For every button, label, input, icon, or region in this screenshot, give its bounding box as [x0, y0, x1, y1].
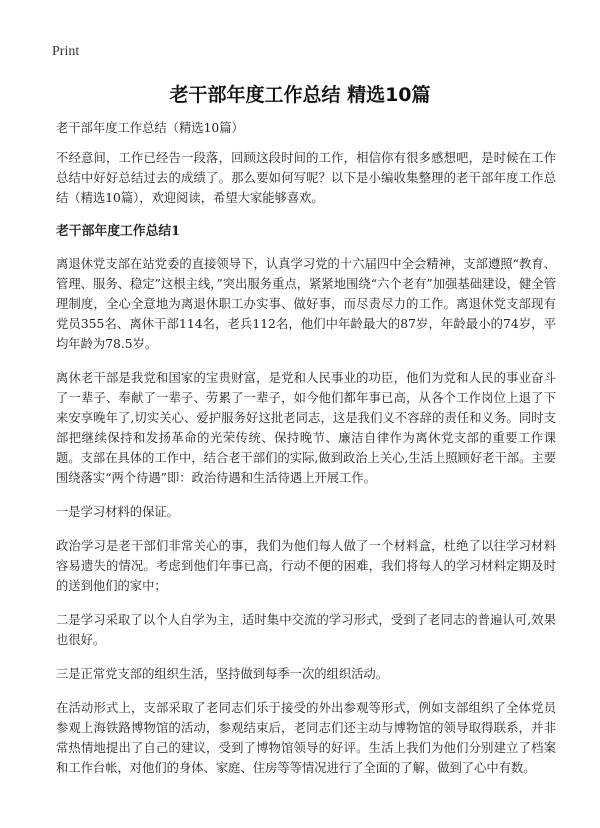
document-subtitle: 老干部年度工作总结（精选10篇） — [56, 121, 244, 135]
print-link[interactable]: Print — [52, 44, 80, 59]
body-paragraph: 二是学习采取了以个人自学为主，适时集中交流的学习形式，受到了老同志的普遍认可,效果也很好。 — [56, 613, 556, 647]
document-body — [56, 118, 556, 790]
body-paragraph: 离退休党支部在站党委的直接领导下，认真学习党的十六届四中全会精神，支部遵照“教育、管理、服务、稳定”这根主线，”突出服务重点，紧紧地围绕“六个老有”加强基础建设，健全管理制度，全心全意地为离退休职工办实事、做好事，而尽责尽力的工作。离退休党支部现有党员355名、离休干部114名，老兵112名，他们中年龄最大的87岁，年龄最小的74岁，平均年龄为78.5岁。 — [56, 257, 556, 351]
body-paragraph: 政治学习是老干部们非常关心的事，我们为他们每人做了一个材料盒，杜绝了以往学习材料容易遗失的情况。考虑到他们年事已高，行动不便的困难，我们将每人的学习材料定期及时的送到他们的家中； — [56, 539, 556, 593]
body-paragraph: 一是学习材料的保证。 — [56, 505, 179, 519]
document-title: 老干部年度工作总结 精选10篇 — [169, 84, 431, 106]
intro-paragraph: 不经意间，工作已经告一段落，回顾这段时间的工作，相信你有很多感想吧，是时候在工作总结中好好总结过去的成绩了。那么要如何写呢？以下是小编收集整理的老干部年度工作总结（精选10篇），欢迎阅读，希望大家能够喜欢。 — [56, 151, 556, 205]
body-paragraph: 离休老干部是我党和国家的宝贵财富，是党和人民事业的功臣，他们为党和人民的事业奋斗了一辈子、奉献了一辈子、劳累了一辈子，如今他们都年事已高，从各个工作岗位上退了下来安享晚年了,切实关心、爱护服务好这批老同志，这是我们义不容辞的责任和义务。同时支部把继续保持和发扬革命的光荣传统、保持晚节、廉洁自律作为离休党支部的重要工作课题。支部在具体的工作中，结合老干部们的实际,做到政治上关心,生活上照顾好老干部。主要围绕落实“两个待遇”即：政治待遇和生活待遇上开展工作。 — [56, 371, 556, 485]
body-paragraph: 在活动形式上，支部采取了老同志们乐于接受的外出参观等形式，例如支部组织了全体党员参观上海铁路博物馆的活动，参观结束后，老同志们还主动与博物馆的领导取得联系，并非常热情地提出了自己的建议，受到了博物馆领导的好评。生活上我们为他们分别建立了档案和工作台帐，对他们的身体、家庭、住房等等情况进行了全面的了解，做到了心中有数。 — [56, 701, 556, 775]
section-heading: 老干部年度工作总结1 — [56, 224, 181, 239]
body-paragraph: 三是正常党支部的组织生活，坚持做到每季一次的组织活动。 — [56, 667, 389, 681]
